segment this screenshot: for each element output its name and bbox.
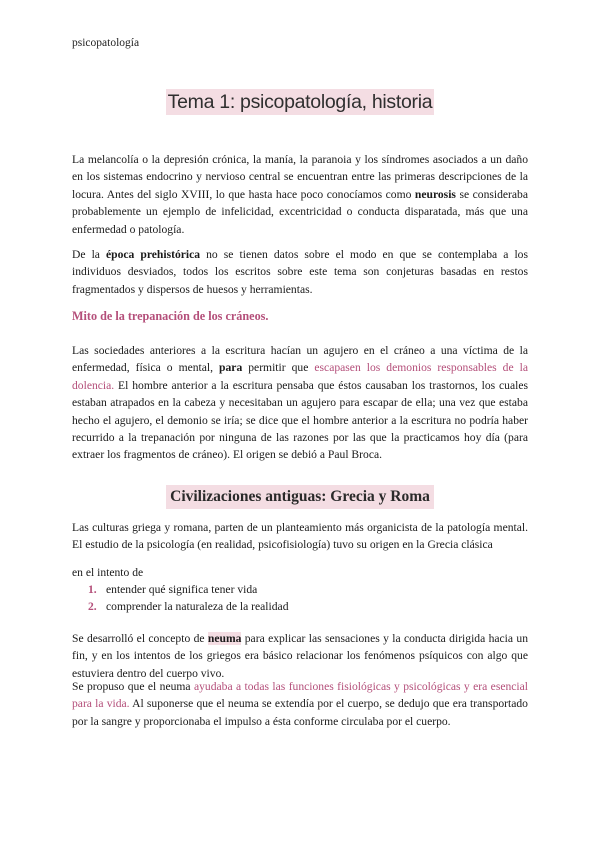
intro-paragraph-2: De la época prehistórica no se tienen datos sobre el modo en que se contemplaba a los individuos desviados, todos los escritos sobre este tema son conjeturas basadas en restos fragmentados y dispersos de huesos y herramientas.: [72, 248, 528, 296]
title-container: [0, 89, 600, 115]
list-item: 1. entender qué significa tener vida: [88, 583, 258, 596]
neurosis-term: neurosis: [414, 187, 456, 201]
ancient-paragraph-1-tail: en el intento de: [72, 566, 144, 579]
ancient-paragraph-2: Se desarrolló el concepto de neuma para explicar las sensaciones y la conducta dirigida hacia un fin, y en los intentos de los griegos era básico relacionar los fenómenos psíquicos con algo que estuviera dentro del cuerpo vivo.: [72, 632, 528, 680]
section-container: [0, 485, 600, 509]
neuma-function-highlight: ayudaba a todas las funciones fisiológicas y psicológicas y era esencial para la vida.: [72, 680, 529, 711]
page-title: Tema 1: psicopatología, historia: [167, 91, 433, 113]
section-heading: Civilizaciones antiguas: Grecia y Roma: [166, 485, 434, 509]
numbered-list: [88, 581, 528, 616]
ancient-paragraph-3: Se propuso que el neuma ayudaba a todas las funciones fisiológicas y psicológicas y era esencial para la vida. Al suponerse que el neuma se extendía por el cuerpo, se dedujo que era transportado por la sangre y proporcionaba el impulso a ésta conforme circulaba por el cuerpo.: [72, 680, 529, 728]
trepanation-paragraph: Las sociedades anteriores a la escritura hacían un agujero en el cráneo a una víctima de la enfermedad, física o mental, para permitir que escapasen los demonios responsables de la dolencia. El hombre anterior a la escritura pensaba que éstos causaban los trastornos, los cuales estaban atrapados en la cabeza y necesitaban un agujero para escapar de ella; una vez que estaba hecho el agujero, el demonio se iría; se dice que el hombre anterior a la escritura no podría haber recurrido a la trepanación por ninguna de las razones por las que la practicamos hoy día (para extraer los fragmentos de cráneo). El origen se debió a Paul Broca.: [72, 344, 529, 462]
running-header: psicopatología: [72, 37, 140, 49]
prehistoric-term: época prehistórica: [106, 248, 201, 261]
trepanation-heading: Mito de la trepanación de los cráneos.: [72, 309, 269, 323]
list-item: 2. comprender la naturaleza de la realidad: [88, 600, 289, 614]
ancient-paragraph-1: Las culturas griega y romana, parten de un planteamiento más organicista de la patología mental. El estudio de la psicología (en realidad, psicofisiología) tuvo su origen en la Grecia clásica: [72, 521, 528, 552]
demons-highlight: escapasen los demonios responsables de la dolencia.: [72, 361, 529, 392]
intro-paragraph-1: La melancolía o la depresión crónica, la manía, la paranoia y los síndromes asociados a un daño en los sistemas endocrino y nervioso central se encuentran entre las primeras descripciones de la locura. Antes del siglo XVIII, lo que hasta hace poco conocíamos como neurosis se consideraba probablemente un ejemplo de infelicidad, excentricidad o conducta disparatada, más que una enfermedad o patología.: [72, 153, 528, 236]
neuma-term: neuma: [207, 632, 242, 645]
